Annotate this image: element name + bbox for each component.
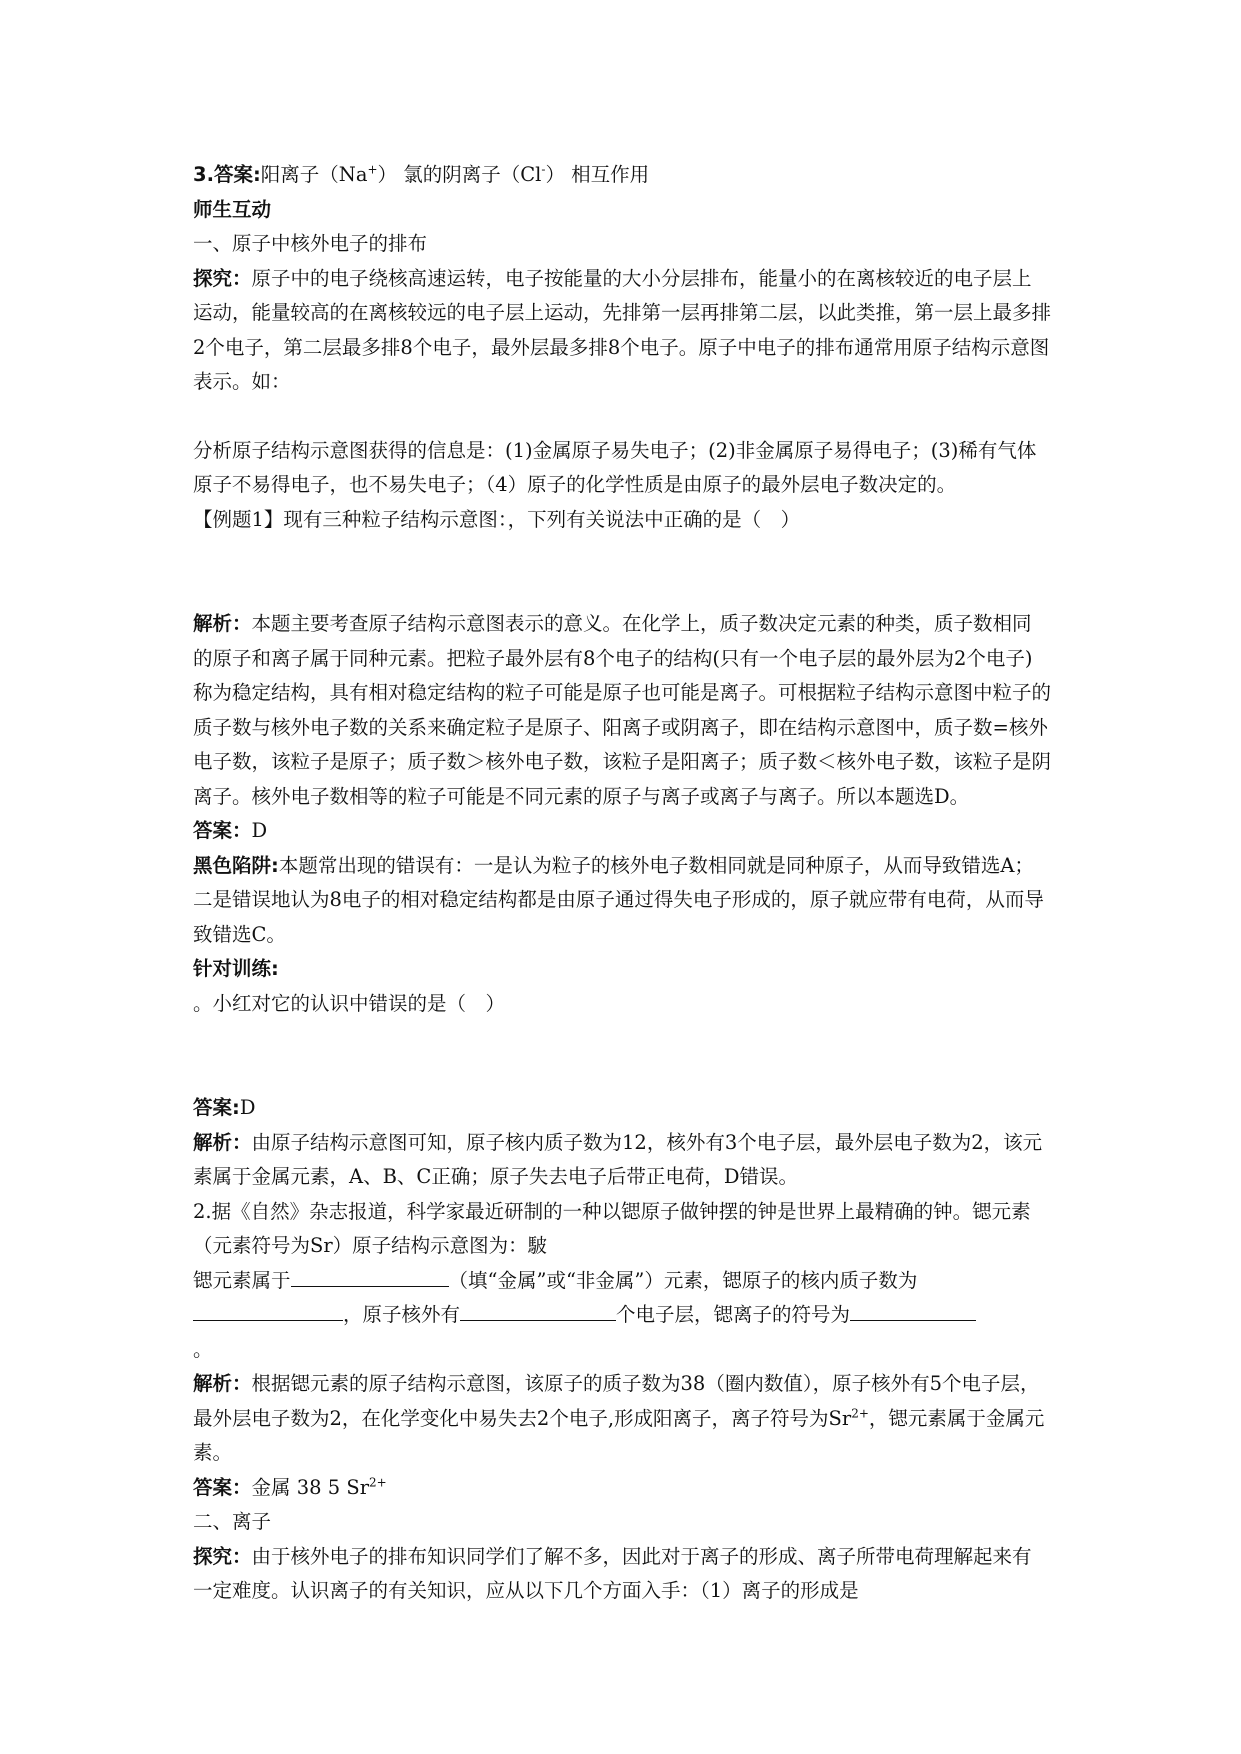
section-2-title: 二、离子 [193, 1510, 272, 1533]
analysis-3-label: 解析： [193, 1372, 252, 1395]
answer-3-label: 3.答案: [193, 163, 261, 186]
document-page [193, 158, 1051, 1609]
trap-text: 本题常出现的错误有：一是认为粒子的核外电子数相同就是同种原子，从而导致错选A；二是错误地认为8电子的相对稳定结构都是由原子通过得失电子形成的，原子就应带有电荷，从而导致错选C。 [193, 853, 1044, 946]
explore-1-paragraph [193, 262, 1051, 400]
analysis-3-text: 根据锶元素的原子结构示意图，该原子的质子数为38（圈内数值），原子核外有5个电子层，最外层电子数为2，在化学变化中易失去2个电子,形成阳离子，离子符号为Sr [193, 1372, 1040, 1430]
explore-2-paragraph [193, 1540, 1051, 1609]
answer-3b-line [193, 1471, 1051, 1506]
answer-3-sup-1: + [367, 162, 378, 177]
trap-paragraph [193, 849, 1051, 953]
fill-text-1: 锶元素属于 [193, 1268, 291, 1292]
trap-label: 黑色陷阱: [193, 853, 279, 877]
answer-3b-value: 金属 38 5 Sr [251, 1475, 370, 1499]
analysis-1-paragraph [193, 607, 1051, 814]
example-1-paragraph [193, 503, 1051, 538]
blank-ion-symbol[interactable] [850, 1298, 976, 1321]
blank-shell-count[interactable] [460, 1298, 616, 1321]
analysis-3-text-2: ，锶元素属于金属元素。 [193, 1406, 1045, 1464]
analysis-1-label: 解析： [193, 612, 252, 635]
explore-2-text: 由于核外电子的排布知识同学们了解不多，因此对于离子的形成、离子所带电荷理解起来有一定难度。认识离子的有关知识，应从以下几个方面入手：（1）离子的形成是 [193, 1544, 1032, 1602]
answer-1-line [193, 814, 1051, 849]
analysis-info-paragraph: 分析原子结构示意图获得的信息是：(1)金属原子易失电子；(2)非金属原子易得电子；(3)稀有气体原子不易得电子，也不易失电子；（4）原子的化学性质是由原子的最外层电子数决定的。 [193, 438, 1037, 496]
fill-text-3: ，原子核外有 [343, 1303, 461, 1326]
analysis-2-text: 由原子结构示意图可知，原子核内质子数为12，核外有3个电子层，最外层电子数为2，该元素属于金属元素，A、B、C正确；原子失去电子后带正电荷，D错误。 [193, 1130, 1043, 1188]
explore-2-label: 探究： [193, 1544, 252, 1568]
answer-3-text-3: ） 相互作用 [545, 163, 650, 186]
fill-text-2: （填“金属”或“非金属”）元素，锶原子的核内质子数为 [448, 1268, 918, 1292]
analysis-2-paragraph [193, 1126, 1051, 1195]
answer-3-text-1: 阳离子（Na [260, 163, 368, 186]
answer-2-value: D [239, 1096, 256, 1119]
diagram-placeholder-3 [193, 1021, 1051, 1091]
answer-1-label: 答案： [193, 819, 252, 842]
interaction-heading: 师生互动 [193, 197, 272, 221]
diagram-placeholder-1 [193, 400, 1051, 434]
answer-3-text-2: ） 氯的阴离子（Cl [377, 163, 542, 186]
answer-1-value: D [251, 819, 268, 842]
blank-proton-number[interactable] [193, 1298, 343, 1321]
answer-2-label: 答案: [193, 1096, 240, 1119]
analysis-1-text: 本题主要考查原子结构示意图表示的意义。在化学上，质子数决定元素的种类，质子数相同的原子和离子属于同种元素。把粒子最外层有8个电子的结构(只有一个电子层的最外层为2个电子)称为稳定结构，具有相对稳定结构的粒子可能是原子也可能是离子。可根据粒子结构示意图中粒子的质子数与核外电子数的关系来确定粒子是原子、阳离子或阴离子，即在结构示意图中，质子数=核外电子数，该粒子是原子；质子数＞核外电子数，该粒子是阳离子；质子数＜核外电子数，该粒子是阴离子。核外电子数相等的粒子可能是不同元素的原子与离子或离子与离子。所以本题选D。 [193, 612, 1052, 808]
analysis-3-paragraph [193, 1367, 1051, 1471]
diagram-placeholder-2 [193, 537, 1051, 607]
question-2-fill [193, 1264, 1051, 1368]
answer-3b-label: 答案： [193, 1475, 252, 1499]
answer-3b-sup: 2+ [369, 1475, 387, 1489]
section-1-title: 一、原子中核外电子的排布 [193, 232, 428, 255]
answer-2-line [193, 1091, 1051, 1126]
fill-text-4: 个电子层，锶离子的符号为 [616, 1303, 851, 1326]
question-2-intro: 2.据《自然》杂志报道，科学家最近研制的一种以锶原子做钟摆的钟是世界上最精确的钟。锶元素（元素符号为Sr）原子结构示意图为：駊 [193, 1199, 1031, 1257]
training-heading: 针对训练: [193, 957, 279, 980]
blank-metal-type[interactable] [291, 1264, 449, 1287]
fill-text-5: 。 [193, 1337, 213, 1361]
training-question-1: 。小红对它的认识中错误的是（ ） [193, 991, 506, 1015]
example-1-text: 现有三种粒子结构示意图：，下列有关说法中正确的是（ ） [283, 507, 801, 531]
explore-1-label: 探究： [193, 266, 252, 290]
analysis-3-sup: 2+ [851, 1406, 869, 1420]
explore-1-text: 原子中的电子绕核高速运转，电子按能量的大小分层排布，能量小的在离核较近的电子层上运动，能量较高的在离核较远的电子层上运动，先排第一层再排第二层，以此类推，第一层上最多排2个电子，第二层最多排8个电子，最外层最多排8个电子。原子中电子的排布通常用原子结构示意图表示。如： [193, 266, 1052, 393]
answer-3-line [193, 158, 1051, 193]
answer-3-sup-2: - [541, 162, 546, 177]
analysis-2-label: 解析： [193, 1130, 252, 1154]
example-1-label: 【例题1】 [193, 507, 284, 531]
